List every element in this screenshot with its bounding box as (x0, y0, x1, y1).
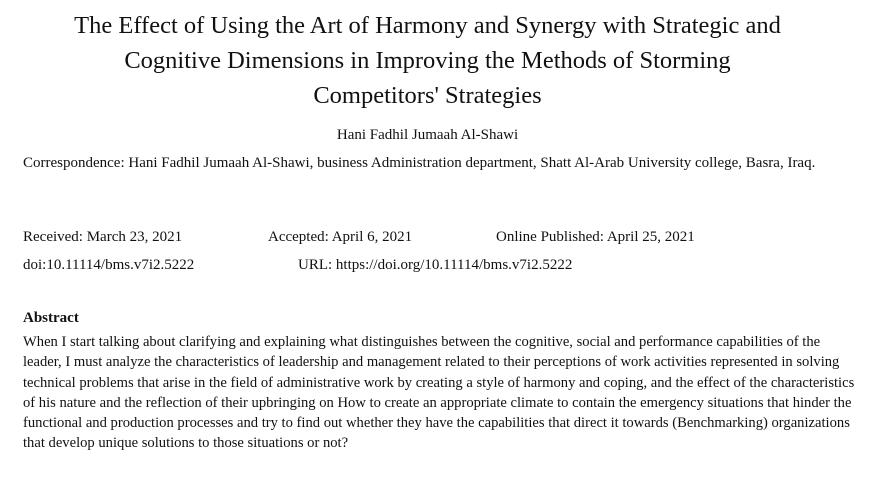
doi-row (0, 255, 885, 275)
doi-url-link[interactable]: URL: https://doi.org/10.11114/bms.v7i2.5222 (298, 257, 573, 273)
received-date: Received: March 23, 2021 (23, 229, 183, 245)
publication-dates (0, 227, 885, 247)
online-published-date: Online Published: April 25, 2021 (496, 229, 695, 245)
author-name: Hani Fadhil Jumaah Al-Shawi (336, 127, 519, 143)
title-line-2: Cognitive Dimensions in Improving the Methods of Storming (124, 47, 731, 74)
paper-title (0, 8, 855, 113)
correspondence: Correspondence: Hani Fadhil Jumaah Al-Shawi, business Administration department, Shatt Al-Arab University college, Basra, Iraq. (23, 155, 816, 171)
abstract-text: When I start talking about clarifying and explaining what distinguishes between the cognitive, social and performance capabilities of the leader, I must analyze the characteristics of leadership and management related to their perceptions of work activities represented in solving technical problems that arise in the field of administrative work by creating a style of harmony and coping, and the effect of the characteristics of his nature and the reflection of their upbringing on How to create an appropriate climate to contain the emergency situations that hinder the functional and production processes and try to find out whether they have the capabilities that direct it towards (Benchmarking) organizations that develop unique solutions to those situations or not? (23, 334, 855, 452)
doi: doi:10.11114/bms.v7i2.5222 (23, 257, 195, 273)
abstract-heading: Abstract (23, 310, 79, 326)
title-line-3: Competitors' Strategies (313, 82, 542, 109)
accepted-date: Accepted: April 6, 2021 (268, 229, 413, 245)
title-line-1: The Effect of Using the Art of Harmony and Synergy with Strategic and (74, 12, 781, 39)
